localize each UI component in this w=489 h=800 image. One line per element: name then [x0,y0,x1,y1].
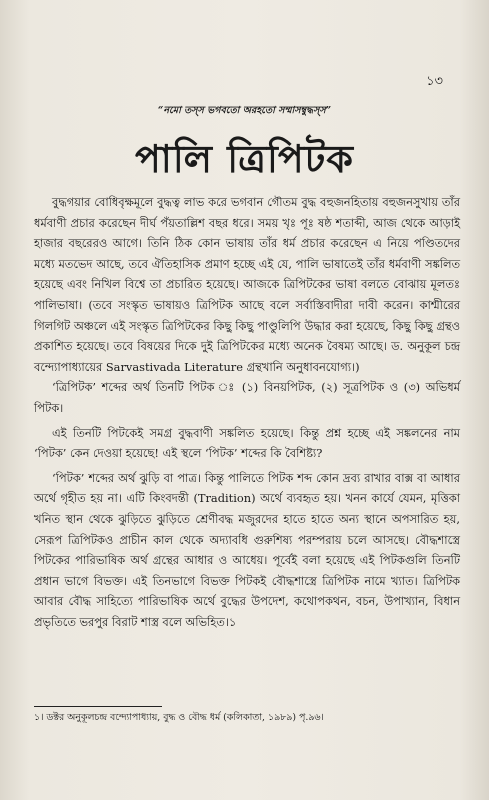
paragraph-tripitaka-meaning: ‘ত্রিপিটক’ শব্দের অর্থ তিনটি পিটক ঃ (১) বিনয়পিটক, (২) সূত্রপিটক ও (৩) অভিধর্ম পিটক। [34,380,460,415]
paragraph-intro: বুদ্ধগয়ার বোধিবৃক্ষমূলে বুদ্ধত্ব লাভ করে ভগবান গৌতম বুদ্ধ বহুজনহিতায় বহুজনসুখায় তাঁর ধর্মবাণী প্রচার করেছেন দীর্ঘ পঁয়তাল্লিশ বছর ধরে। সময় খৃঃ পূঃ ষষ্ঠ শতাব্দী, আজ থেকে আড়াই হাজার বছরেরও আগে। তিনি ঠিক কোন ভাষায় তাঁর ধর্ম প্রচার করেছেন এ নিয়ে পণ্ডিতদের মধ্যে মতভেদ আছে, তবে ঐতিহাসিক প্রমাণ হচ্ছে এই যে, পালি ভাষাতেই তাঁর ধর্মবাণী সঙ্কলিত হয়েছে এবং নিখিল বিশ্বে তা প্রচারিত হয়েছে। আজকে ত্রিপিটকের ভাষা বলতে বোঝায় মূলতঃ পালিভাষা। (তবে সংস্কৃত ভাষায়ও ত্রিপিটক আছে বলে সর্বাস্তিবাদীরা দাবী করেন। কাশ্মীরের গিলগিট অঞ্চলে এই সংস্কৃত ত্রিপিটকের কিছু কিছু পাণ্ডুলিপি উদ্ধার করা হয়েছে, কিছু কিছু গ্রন্থও প্রকাশিত হয়েছে। তবে বিষয়ের দিকে দুই ত্রিপিটকের মধ্যে অনেক বৈষম্য আছে। ড. অনুকূল চন্দ্র বন্দ্যোপাধ্যায়ের Sarvastivada Literature গ্রন্থখানি অনুধাবনযোগ্য।) [34,195,460,374]
body-text [34,192,460,632]
page-title: পালি ত্রিপিটক [135,136,354,181]
paragraph-pitaka-explanation: ‘পিটক’ শব্দের অর্থ ঝুড়ি বা পাত্র। কিন্তু পালিতে পিটক শব্দ কোন দ্রব্য রাখার বাক্স বা আধার অর্থে গৃহীত হয় না। এটি কিংবদন্তী (Tradition) অর্থে ব্যবহৃত হয়। খনন কার্যে যেমন, মৃত্তিকা খনিত স্থান থেকে ঝুড়িতে ঝুড়িতে শ্রেণীবদ্ধ মজুরদের হাতে হাতে অন্য স্থানে অপসারিত হয়, সেরূপ ত্রিপিটকও প্রাচীন কাল থেকে অদ্যাবধি গুরুশিষ্য পরম্পরায় চলে আসছে। বৌদ্ধশাস্ত্রে পিটকের পারিভাষিক অর্থ গ্রন্থের আধার ও আধেয়। পূর্বেই বলা হয়েছে এই পিটকগুলি তিনটি প্রধান ভাগে বিভক্ত। এই তিনভাগে বিভক্ত পিটকই বৌদ্ধশাস্ত্রে ত্রিপিটক নামে খ্যাত। ত্রিপিটক আবার বৌদ্ধ সাহিত্যে পারিভাষিক অর্থে বুদ্ধের উপদেশ, কথোপকথন, বচন, উপাখ্যান, বিধান প্রভৃতিতে ভরপুর বিরাট শাস্ত্র বলে অভিহিত।১ [34,470,460,629]
paragraph-pitaka-question: এই তিনটি পিটকেই সমগ্র বুদ্ধবাণী সঙ্কলিত হয়েছে। কিন্তু প্রশ্ন হচ্ছে এই সঙ্কলনের নাম ‘পিটক’ কেন দেওয়া হয়েছে! এই স্থলে ‘পিটক’ শব্দের কি বৈশিষ্ট্য? [34,425,460,461]
footnote-divider [34,706,162,707]
page-number: ১৩ [426,74,443,89]
footnote: ১। ডক্টর অনুকূলচন্দ্র বন্দ্যোপাধ্যায়, বুদ্ধ ও বৌদ্ধ ধর্ম (কলিকাতা, ১৯৮৯) পৃ.৯৬। [34,712,324,723]
motto-line: “নমো তস্‌স ভগবতো অরহতো সম্মাসম্বুদ্ধস্‌স” [157,105,332,116]
